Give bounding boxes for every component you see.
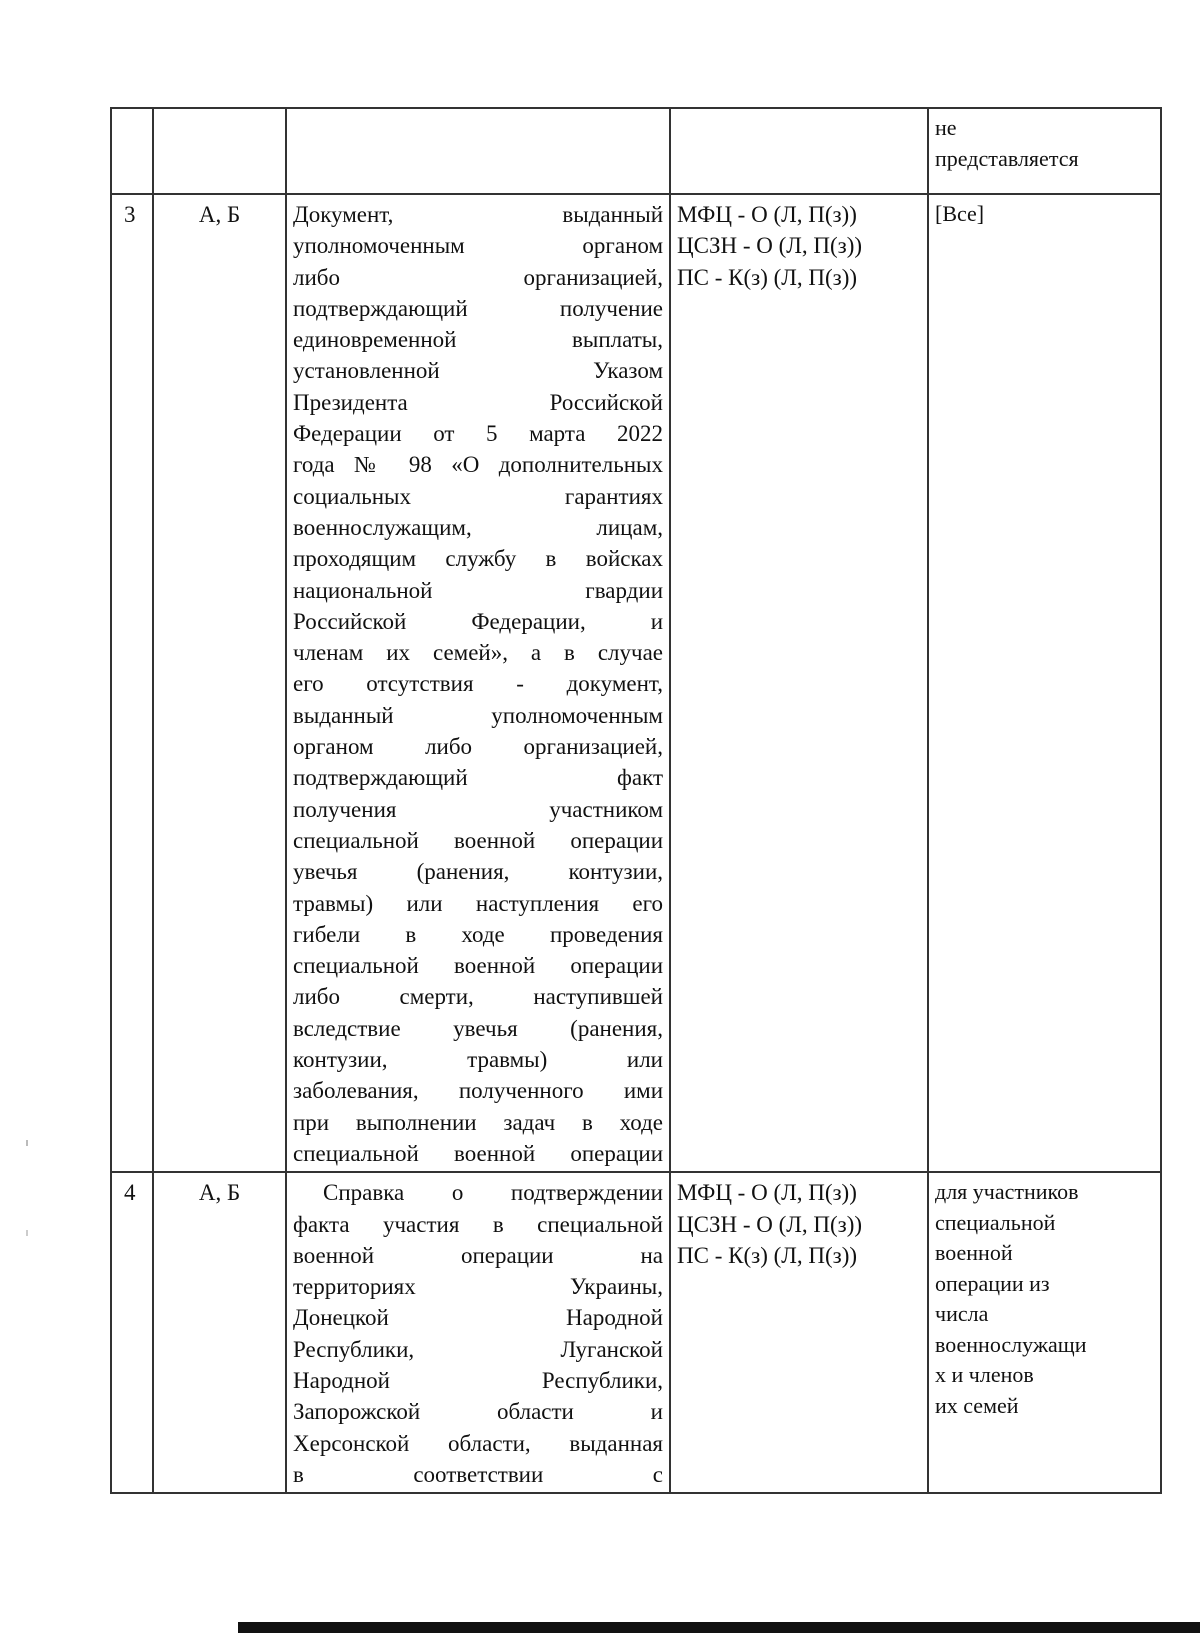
document-text-line: проходящим службу в войсках bbox=[293, 546, 663, 572]
document-text-line: военнослужащим, лицам, bbox=[293, 514, 663, 540]
document-text-line: либо смерти, наступившей bbox=[293, 984, 663, 1010]
submission-method-cell bbox=[670, 108, 928, 194]
submission-method-line: ЦСЗН - О (Л, П(з)) bbox=[677, 233, 863, 259]
document-text-line: членам их семей», а в случае bbox=[293, 640, 663, 666]
note-text-line: не bbox=[935, 115, 957, 140]
document-description-cell bbox=[286, 108, 670, 194]
document-text-line: единовременной выплаты, bbox=[293, 327, 663, 353]
document-description-cell bbox=[286, 1172, 670, 1493]
document-text-line: контузии, травмы) или bbox=[293, 1047, 663, 1073]
note-text-line: х и членов bbox=[935, 1362, 1034, 1388]
note-cell bbox=[928, 1172, 1161, 1493]
submission-method-line: ЦСЗН - О (Л, П(з)) bbox=[677, 1211, 863, 1237]
note-text-line: числа bbox=[935, 1301, 989, 1327]
document-text-line: травмы) или наступления его bbox=[293, 890, 663, 916]
document-text-line: Херсонской области, выданная bbox=[293, 1430, 663, 1456]
document-text-line: установленной Указом bbox=[293, 358, 663, 384]
document-text-line: Президента Российской bbox=[293, 389, 663, 415]
document-text-line: выданный уполномоченным bbox=[293, 702, 663, 728]
table-row bbox=[111, 1172, 1161, 1493]
note-text-line: военной bbox=[935, 1240, 1013, 1266]
document-text-line: при выполнении задач в ходе bbox=[293, 1109, 663, 1135]
document-text-line: территориях Украины, bbox=[293, 1274, 663, 1300]
category-cell bbox=[153, 108, 286, 194]
document-text-line: Справка о подтверждении bbox=[323, 1180, 663, 1206]
document-text-line: подтверждающий факт bbox=[293, 765, 663, 791]
document-text-line: года № 98 «О дополнительных bbox=[293, 452, 663, 478]
submission-method-line: МФЦ - О (Л, П(з)) bbox=[677, 1180, 857, 1206]
document-text-line: получения участником bbox=[293, 796, 663, 822]
document-text-line: факта участия в специальной bbox=[293, 1211, 663, 1237]
document-text-line: гибели в ходе проведения bbox=[293, 921, 663, 947]
row-number-cell bbox=[111, 108, 153, 194]
document-text-line: его отсутствия - документ, bbox=[293, 671, 663, 697]
document-text-line: либо организацией, bbox=[293, 264, 663, 290]
row-number-cell: 3 bbox=[111, 194, 153, 1172]
row-number-cell: 4 bbox=[111, 1172, 153, 1493]
document-text-line: социальных гарантиях bbox=[293, 483, 663, 509]
document-text-line: специальной военной операции bbox=[293, 827, 663, 853]
submission-method-line: МФЦ - О (Л, П(з)) bbox=[677, 202, 857, 227]
document-text-line: Народной Республики, bbox=[293, 1367, 663, 1393]
document-text-line: вследствие увечья (ранения, bbox=[293, 1015, 663, 1041]
document-text-line: Донецкой Народной bbox=[293, 1305, 663, 1331]
note-cell bbox=[928, 194, 1161, 1172]
document-text-line: специальной военной операции bbox=[293, 953, 663, 979]
document-text-line: подтверждающий получение bbox=[293, 295, 663, 321]
submission-method-cell bbox=[670, 194, 928, 1172]
document-text-line: военной операции на bbox=[293, 1242, 663, 1268]
document-text-line: Российской Федерации, и bbox=[293, 608, 663, 634]
category-cell: А, Б bbox=[153, 1172, 286, 1493]
submission-method-line: ПС - К(з) (Л, П(з)) bbox=[677, 264, 858, 290]
document-text-line: специальной военной операции bbox=[293, 1140, 663, 1166]
table-row bbox=[111, 194, 1161, 1172]
table-row bbox=[111, 108, 1161, 194]
document-text-line: Запорожской области и bbox=[293, 1399, 663, 1425]
scan-artifact bbox=[26, 1080, 28, 1380]
note-text-line: представляется bbox=[935, 145, 1079, 171]
note-text-line: военнослужащи bbox=[935, 1331, 1087, 1357]
category-cell: А, Б bbox=[153, 194, 286, 1172]
document-text-line: в соответствии с bbox=[293, 1461, 663, 1487]
document-text-line: уполномоченным органом bbox=[293, 233, 663, 259]
note-text-line: [Все] bbox=[935, 201, 985, 226]
document-text-line: увечья (ранения, контузии, bbox=[293, 859, 663, 885]
document-text-line: Республики, Луганской bbox=[293, 1336, 663, 1362]
note-text-line: их семей bbox=[935, 1392, 1019, 1418]
submission-method-cell bbox=[670, 1172, 928, 1493]
scan-edge-bar bbox=[238, 1622, 1200, 1633]
document-text-line: Федерации от 5 марта 2022 bbox=[293, 421, 663, 447]
note-cell bbox=[928, 108, 1161, 194]
documents-table bbox=[110, 107, 1162, 1494]
note-text-line: операции из bbox=[935, 1270, 1050, 1296]
document-text-line: национальной гвардии bbox=[293, 577, 663, 603]
document-description-cell bbox=[286, 194, 670, 1172]
document-text-line: заболевания, полученного ими bbox=[293, 1078, 663, 1104]
note-text-line: специальной bbox=[935, 1209, 1056, 1235]
document-text-line: Документ, выданный bbox=[293, 202, 663, 227]
document-text-line: органом либо организацией, bbox=[293, 734, 663, 760]
submission-method-line: ПС - К(з) (Л, П(з)) bbox=[677, 1242, 858, 1268]
note-text-line: для участников bbox=[935, 1179, 1079, 1205]
